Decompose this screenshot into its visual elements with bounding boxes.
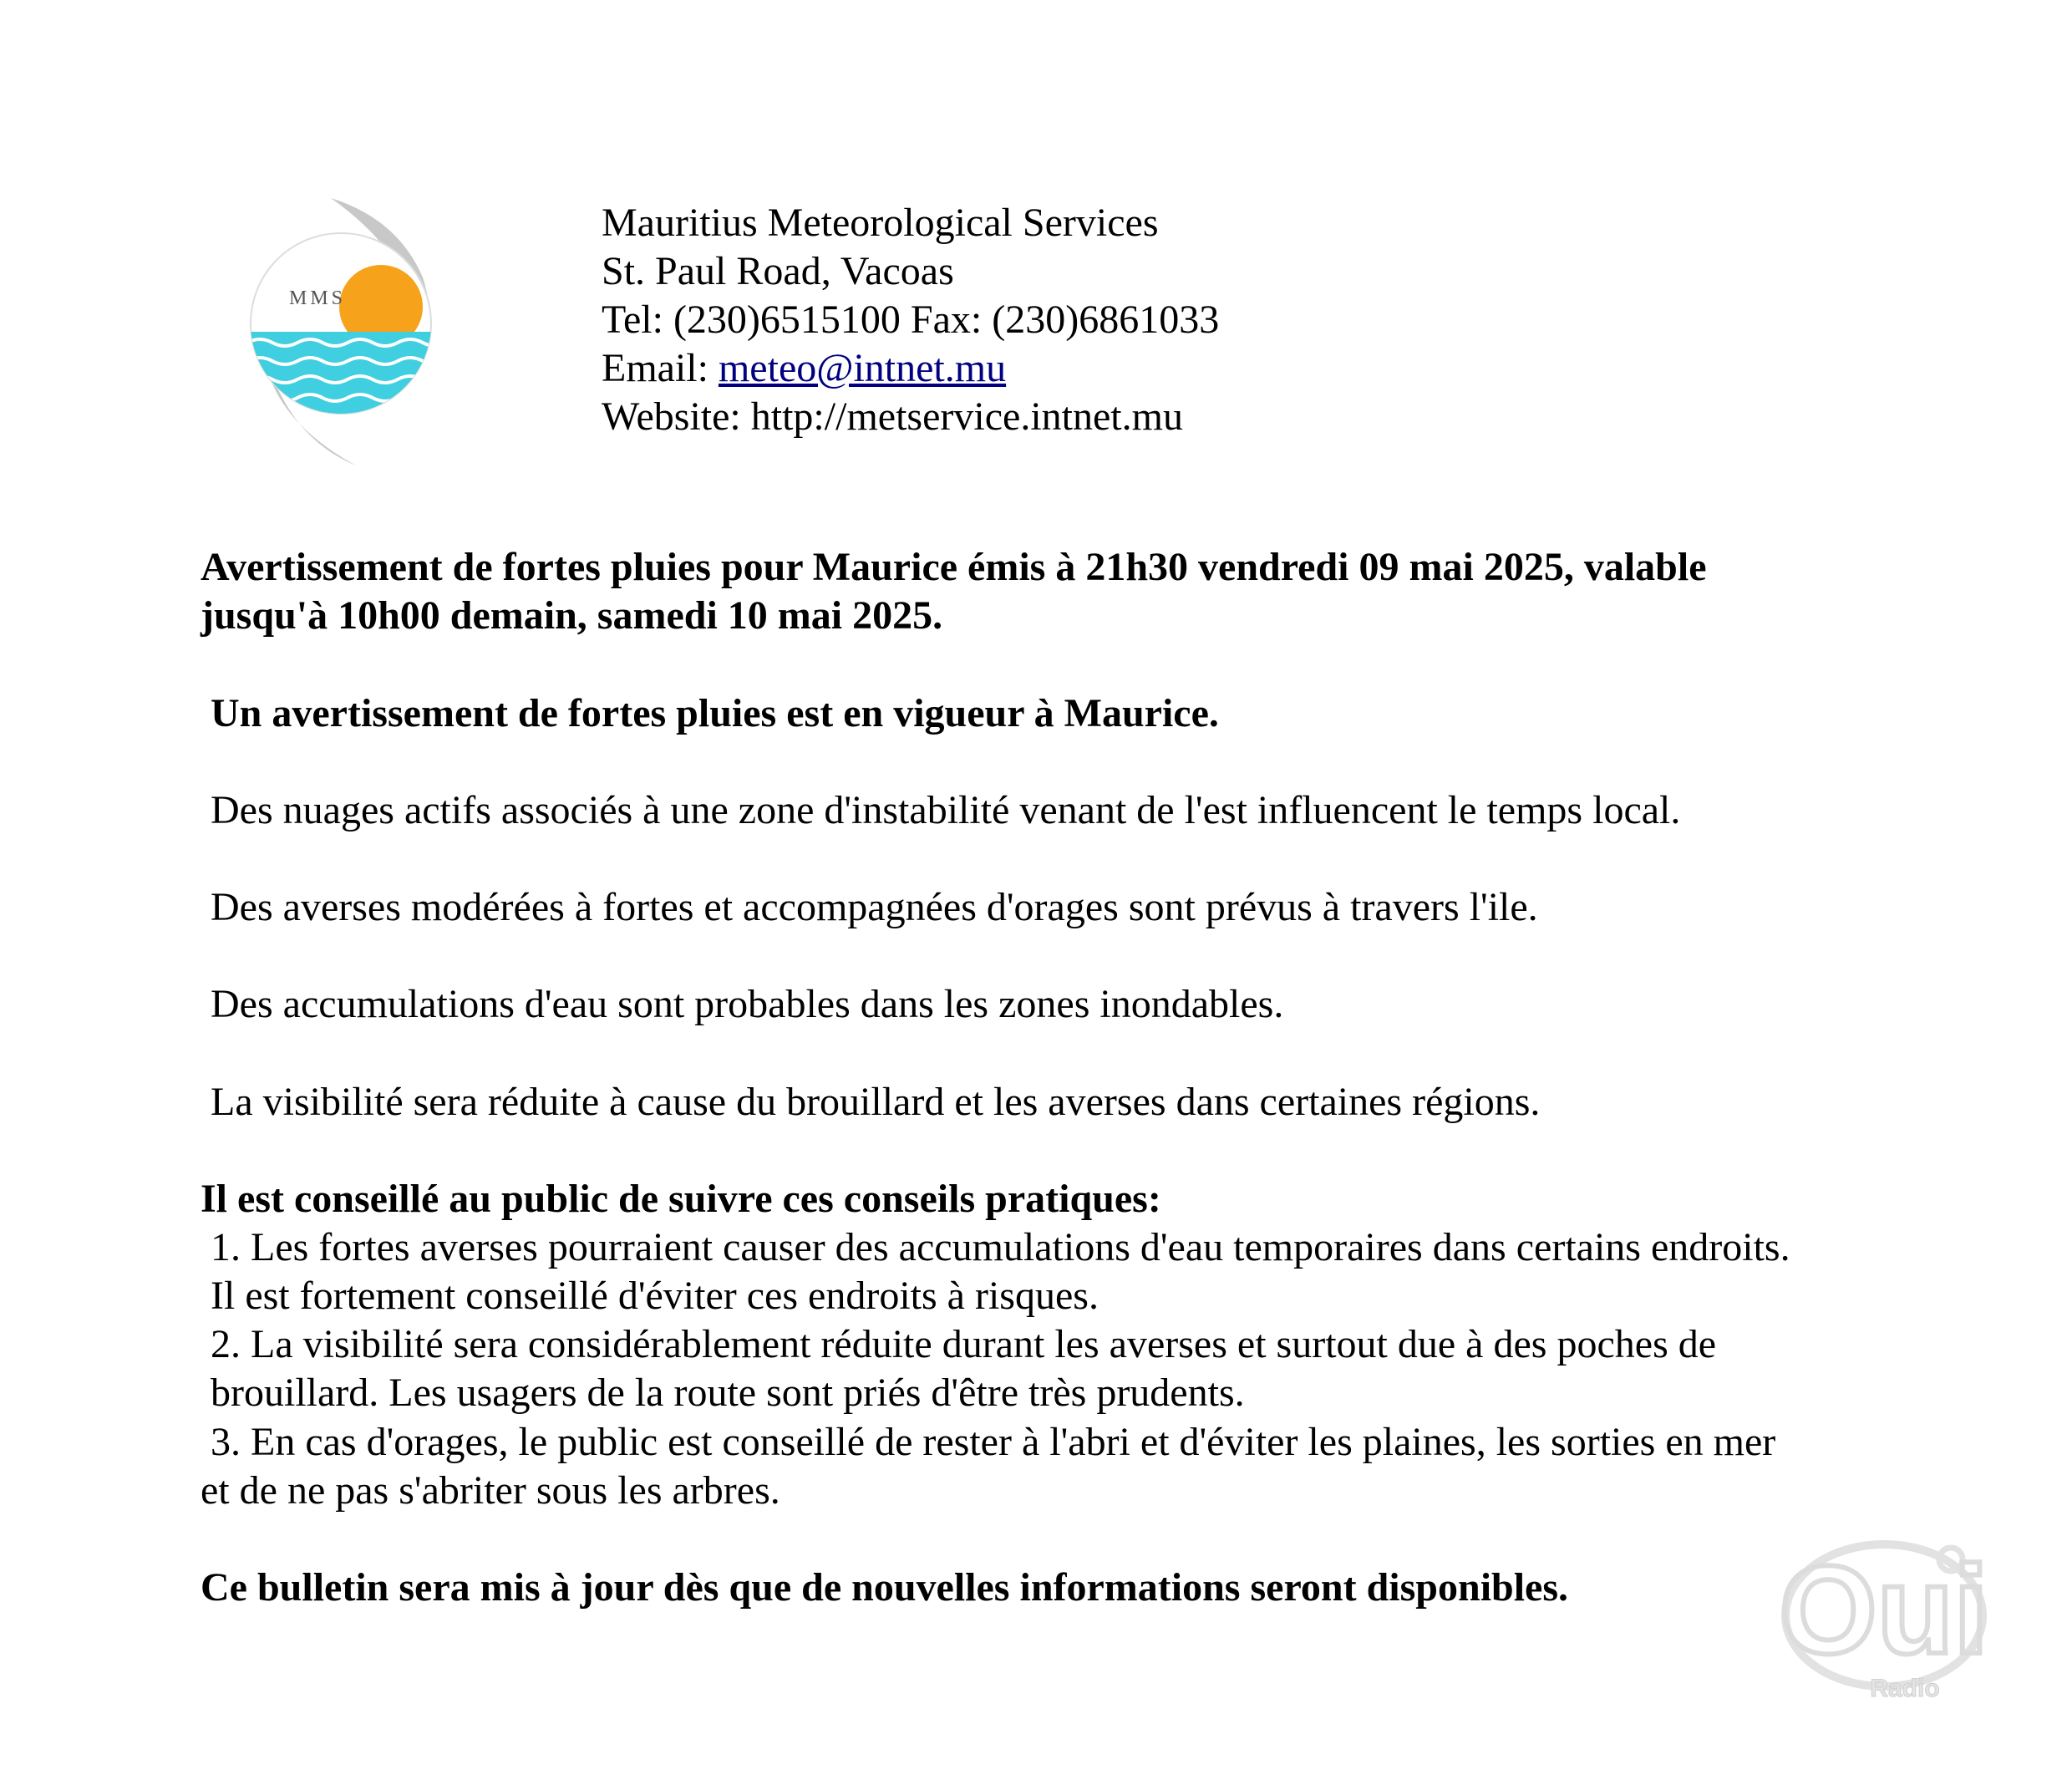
advice-line: Il est fortement conseillé d'éviter ces endroits à risques. bbox=[211, 1274, 1099, 1318]
org-email-line bbox=[602, 344, 1219, 393]
radio-watermark bbox=[1780, 1536, 1997, 1711]
org-name: Mauritius Meteorological Services bbox=[602, 201, 1159, 245]
email-label: Email: bbox=[602, 346, 719, 390]
advice-line: 1. Les fortes averses pourraient causer des accumulations d'eau temporaires dans certains endroits. bbox=[211, 1225, 1790, 1269]
watermark-subtext: Radio bbox=[1870, 1675, 1940, 1702]
bulletin-title-line-1: Avertissement de fortes pluies pour Maurice émis à 21h30 vendredi 09 mai 2025, valable bbox=[201, 545, 1707, 589]
advice-heading: Il est conseillé au public de suivre ces conseils pratiques: bbox=[201, 1177, 1161, 1221]
paragraph: La visibilité sera réduite à cause du brouillard et les averses dans certaines régions. bbox=[211, 1080, 1541, 1124]
bulletin-title-line-2: jusqu'à 10h00 demain, samedi 10 mai 2025. bbox=[201, 593, 943, 638]
paragraph: Des nuages actifs associés à une zone d'instabilité venant de l'est influencent le temps local. bbox=[211, 788, 1681, 832]
paragraph: Des accumulations d'eau sont probables dans les zones inondables. bbox=[211, 982, 1284, 1026]
bulletin-status: Un avertissement de fortes pluies est en vigueur à Maurice. bbox=[211, 691, 1219, 735]
org-website: Website: http://metservice.intnet.mu bbox=[602, 394, 1183, 439]
advice-line: 3. En cas d'orages, le public est conseillé de rester à l'abri et d'éviter les plaines, les sorties en mer bbox=[211, 1420, 1776, 1464]
org-header bbox=[602, 199, 1219, 441]
org-address: St. Paul Road, Vacoas bbox=[602, 249, 954, 293]
paragraph: Des averses modérées à fortes et accompagnées d'orages sont prévus à travers l'ile. bbox=[211, 885, 1538, 929]
advice-line: et de ne pas s'abriter sous les arbres. bbox=[201, 1468, 780, 1513]
org-phone: Tel: (230)6515100 Fax: (230)6861033 bbox=[602, 298, 1220, 342]
advice-line: brouillard. Les usagers de la route sont priés d'être très prudents. bbox=[211, 1371, 1245, 1415]
logo-text: MMS bbox=[289, 287, 347, 309]
advice-line: 2. La visibilité sera considérablement réduite durant les averses et surtout due à des poches de bbox=[211, 1322, 1717, 1366]
bulletin-footer: Ce bulletin sera mis à jour dès que de nouvelles informations seront disponibles. bbox=[201, 1565, 1569, 1610]
email-link[interactable]: meteo@intnet.mu bbox=[718, 346, 1007, 390]
watermark-text: Oui bbox=[1780, 1539, 1988, 1680]
mms-logo bbox=[247, 194, 456, 470]
